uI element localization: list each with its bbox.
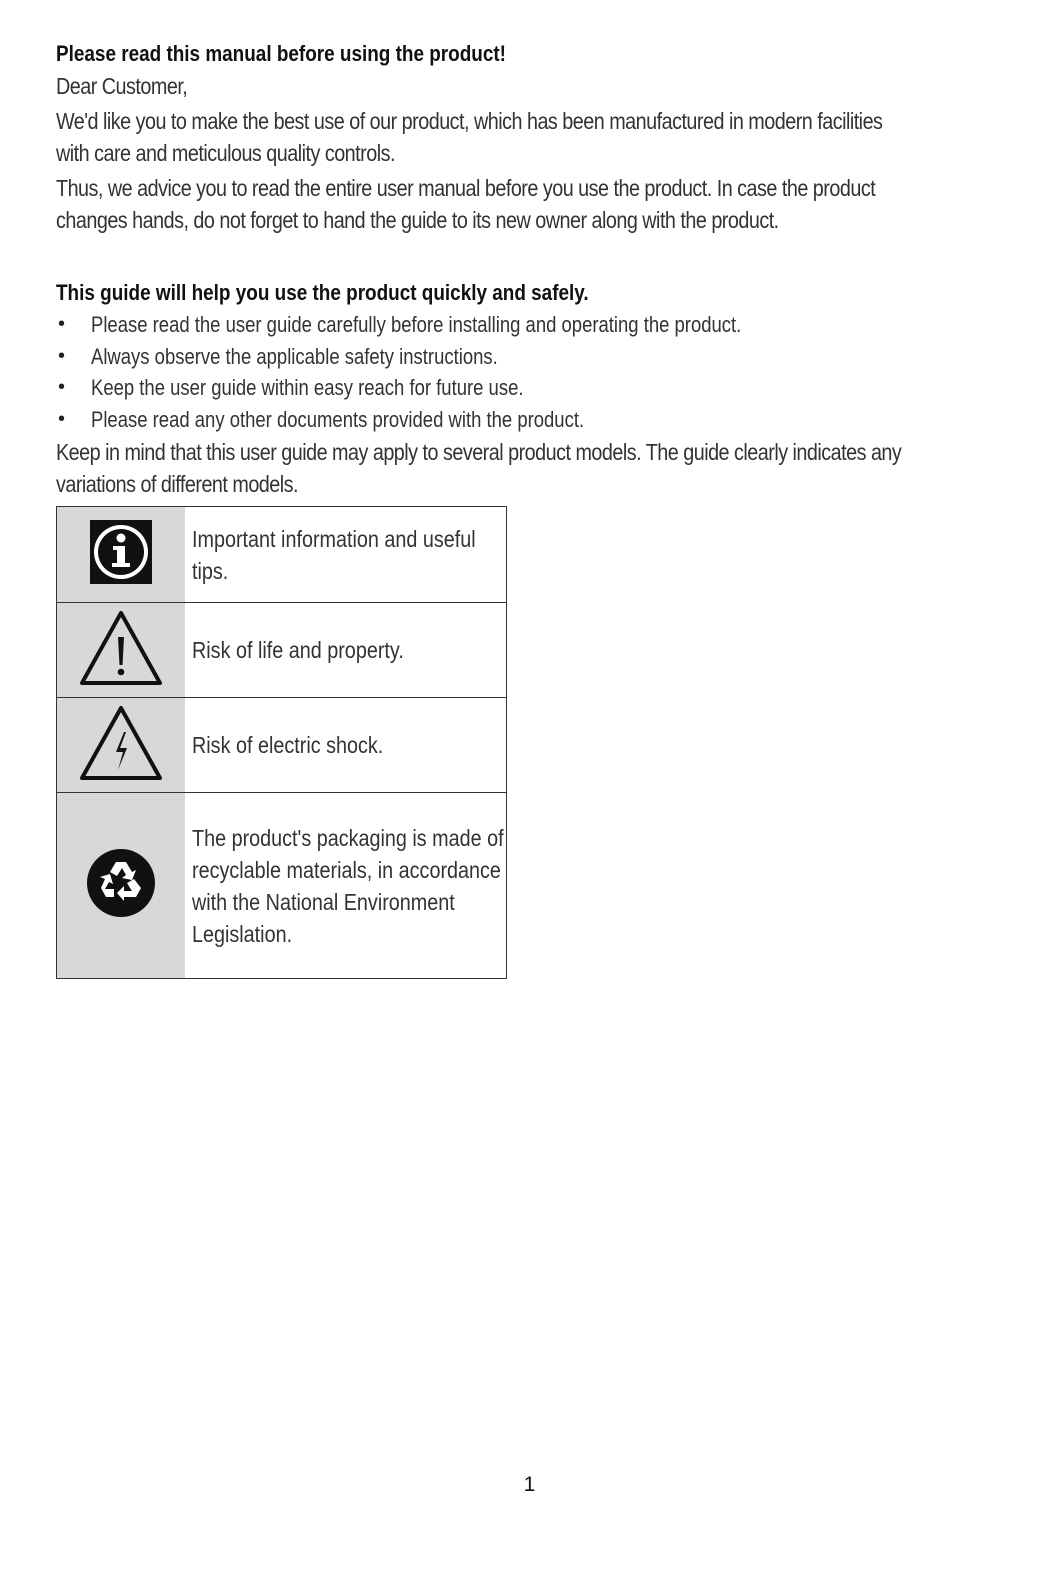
info-icon-cell xyxy=(57,507,186,603)
page-number: 1 xyxy=(523,1473,536,1496)
list-item: • Please read any other documents provided with the product. xyxy=(58,406,585,432)
list-item: • Keep the user guide within easy reach for future use. xyxy=(58,375,524,400)
symbols-legend-table xyxy=(56,506,507,979)
models-note: Keep in mind that this user guide may apply to several product models. The guide clearly indicates any variations of different models. xyxy=(56,439,902,497)
table-row xyxy=(57,698,507,793)
electric-shock-icon-cell xyxy=(57,698,186,793)
electric-shock-icon xyxy=(78,704,164,782)
risk-life-description: Risk of life and property. xyxy=(185,603,507,698)
list-item: • Please read the user guide carefully before installing and operating the product. xyxy=(58,312,742,337)
table-row xyxy=(57,793,507,979)
info-description: Important information and useful tips. xyxy=(185,507,507,603)
recycling-description: The product's packaging is made of recyclable materials, in accordance with the National Environment Legislation. xyxy=(185,793,507,979)
info-icon xyxy=(89,519,153,585)
intro-paragraph-1: We'd like you to make the best use of our product, which has been manufactured in modern facilities with care and meticulous quality controls. xyxy=(56,108,883,166)
guide-bullet-list xyxy=(56,309,976,435)
recycle-icon xyxy=(86,848,156,918)
table-row xyxy=(57,507,507,603)
intro-paragraph-2: Thus, we advice you to read the entire user manual before you use the product. In case the product changes hands, do not forget to hand the guide to its new owner along with the product. xyxy=(56,175,876,233)
recycle-icon-cell xyxy=(57,793,186,979)
manual-title: Please read this manual before using the product! xyxy=(56,41,506,66)
warning-icon-cell xyxy=(57,603,186,698)
guide-title: This guide will help you use the product quickly and safely. xyxy=(56,280,589,305)
list-item: • Always observe the applicable safety instructions. xyxy=(58,343,498,369)
manual-page xyxy=(56,38,976,503)
table-row xyxy=(57,603,507,698)
electric-shock-description: Risk of electric shock. xyxy=(185,698,507,793)
warning-icon xyxy=(78,609,164,687)
greeting: Dear Customer, xyxy=(56,73,188,99)
